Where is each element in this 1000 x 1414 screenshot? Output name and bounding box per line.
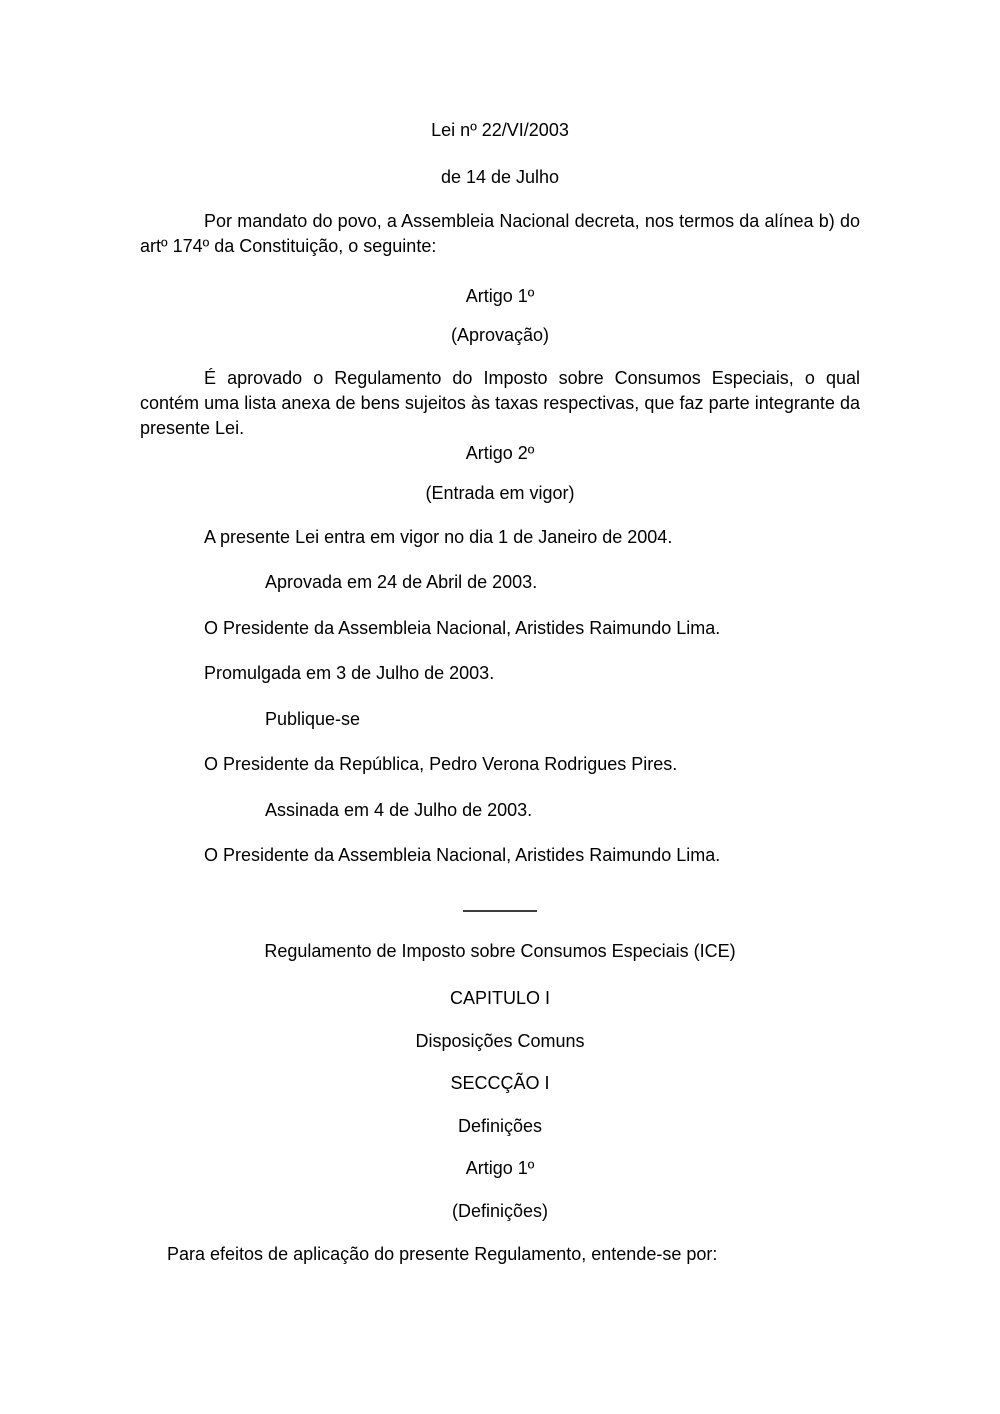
divider-line bbox=[463, 910, 537, 912]
assembly-president-line-1: O Presidente da Assembleia Nacional, Aristides Raimundo Lima. bbox=[204, 618, 721, 638]
assembly-president-line-2: O Presidente da Assembleia Nacional, Aristides Raimundo Lima. bbox=[204, 845, 721, 865]
article-2-heading: Artigo 2º bbox=[465, 443, 535, 463]
article-1-body: É aprovado o Regulamento do Imposto sobre Consumos Especiais, o qual contém uma lista anexa de bens sujeitos às taxas respectivas, que faz parte integrante da presente Lei. bbox=[140, 368, 860, 438]
chapter-heading: CAPITULO I bbox=[449, 988, 551, 1008]
law-date-heading: de 14 de Julho bbox=[440, 167, 560, 187]
regulation-article-1-heading: Artigo 1º bbox=[465, 1158, 535, 1178]
article-1-caption: (Aprovação) bbox=[450, 325, 550, 345]
law-number-heading: Lei nº 22/VI/2003 bbox=[431, 120, 569, 140]
article-2-caption: (Entrada em vigor) bbox=[425, 483, 575, 503]
signature-date-line: Assinada em 4 de Julho de 2003. bbox=[265, 800, 533, 820]
article-1-heading: Artigo 1º bbox=[465, 286, 535, 306]
regulation-title: Regulamento de Imposto sobre Consumos Especiais (ICE) bbox=[264, 941, 736, 961]
publish-order-line: Publique-se bbox=[265, 709, 361, 729]
regulation-article-1-caption: (Definições) bbox=[451, 1201, 549, 1221]
preamble-paragraph: Por mandato do povo, a Assembleia Nacional decreta, nos termos da alínea b) do artº 174º da Constituição, o seguinte: bbox=[140, 211, 860, 256]
promulgation-date-line: Promulgada em 3 de Julho de 2003. bbox=[204, 663, 495, 683]
document-content bbox=[140, 118, 860, 1267]
republic-president-line: O Presidente da República, Pedro Verona Rodrigues Pires. bbox=[204, 754, 678, 774]
approval-date-line: Aprovada em 24 de Abril de 2003. bbox=[265, 572, 538, 592]
section-caption: Definições bbox=[457, 1116, 543, 1136]
definitions-intro: Para efeitos de aplicação do presente Regulamento, entende-se por: bbox=[167, 1244, 718, 1264]
article-2-body: A presente Lei entra em vigor no dia 1 de Janeiro de 2004. bbox=[204, 527, 673, 547]
chapter-caption: Disposições Comuns bbox=[415, 1031, 585, 1051]
section-heading: SECCÇÃO I bbox=[450, 1073, 550, 1093]
